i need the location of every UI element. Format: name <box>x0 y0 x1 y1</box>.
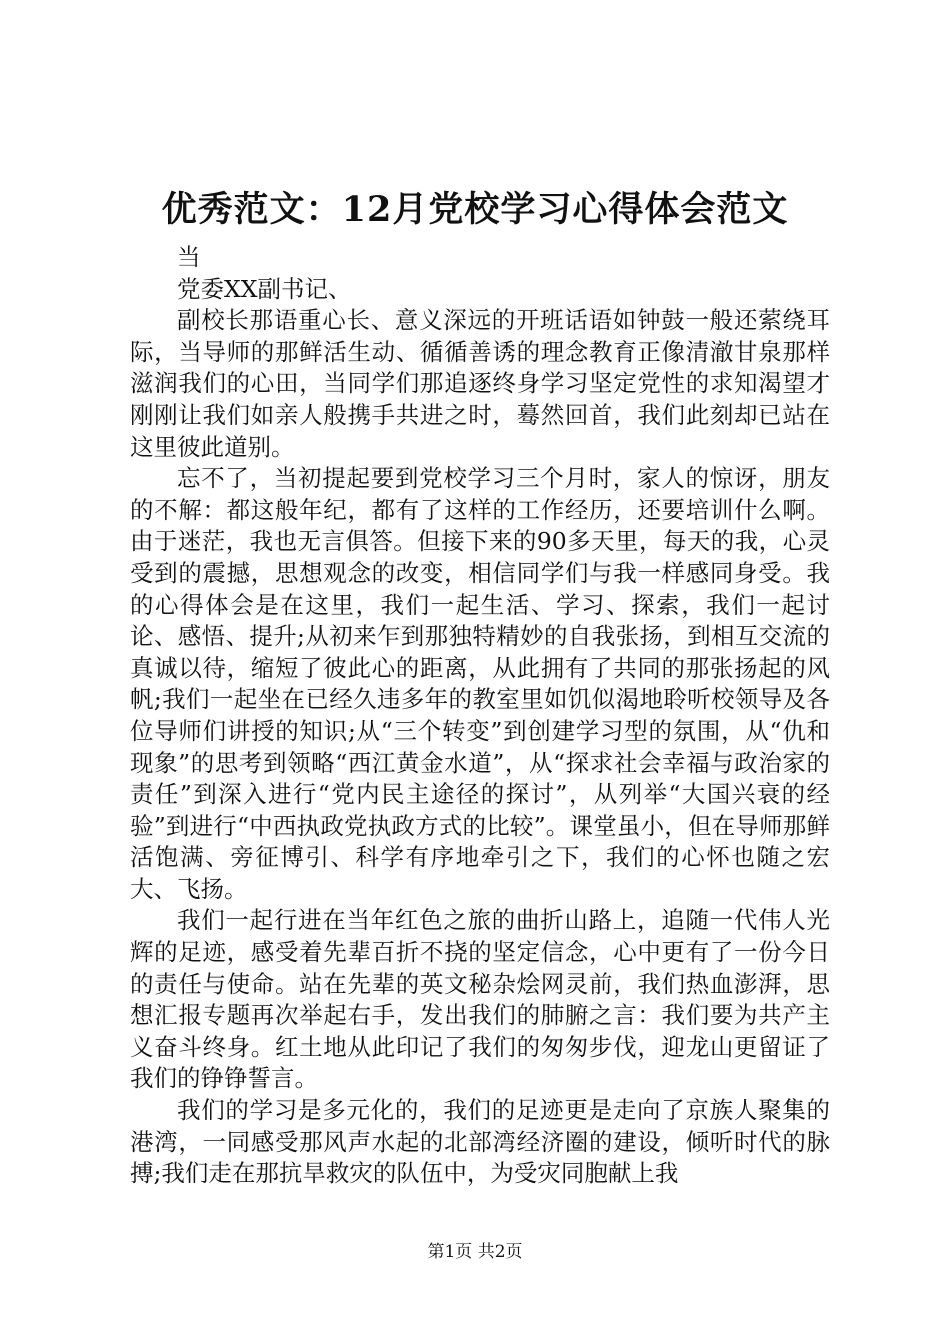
paragraph: 忘不了，当初提起要到党校学习三个月时，家人的惊讶，朋友的不解：都这般年纪，都有了这样的工作经历，还要培训什么啊。由于迷茫，我也无言俱答。但接下来的90多天里，每天的我，心灵受到的震撼，思想观念的改变，相信同学们与我一样感同身受。我的心得体会是在这里，我们一起生活、学习、探索，我们一起讨论、感悟、提升;从初来乍到那独特精妙的自我张扬，到相互交流的真诚以待，缩短了彼此心的距离，从此拥有了共同的那张扬起的风帆;我们一起坐在已经久违多年的教室里如饥似渴地聆听校领导及各位导师们讲授的知识;从“三个转变”到创建学习型的氛围，从“仇和现象”的思考到领略“西江黄金水道”，从“探求社会幸福与政治家的责任”到深入进行“党内民主途径的探讨”，从列举“大国兴衰的经验”到进行“中西执政党执政方式的比较”。课堂虽小，但在导师那鲜活饱满、旁征博引、科学有序地牵引之下，我们的心怀也随之宏大、飞扬。 <box>130 464 830 903</box>
document-body <box>130 242 830 1190</box>
page-number-footer: 第1页 共2页 <box>427 1242 523 1262</box>
document-title: 优秀范文：12月党校学习心得体会范文 <box>161 189 789 230</box>
paragraph: 我们的学习是多元化的，我们的足迹更是走向了京族人聚集的港湾，一同感受那风声水起的北部湾经济圈的建设，倾听时代的脉搏;我们走在那抗旱救灾的队伍中，为受灾同胞献上我 <box>130 1096 830 1188</box>
paragraph: 副校长那语重心长、意义深远的开班话语如钟鼓一般还萦绕耳际，当导师的那鲜活生动、循循善诱的理念教育正像清澈甘泉那样滋润我们的心田，当同学们那追逐终身学习坚定党性的求知渴望才刚刚让我们如亲人般携手共进之时，蓦然回首，我们此刻却已站在这里彼此道别。 <box>130 306 830 461</box>
paragraph: 党委XX副书记、 <box>177 274 352 303</box>
paragraph: 当 <box>177 243 201 271</box>
paragraph: 我们一起行进在当年红色之旅的曲折山路上，追随一代伟人光辉的足迹，感受着先辈百折不挠的坚定信念，心中更有了一份今日的责任与使命。站在先辈的英文秘杂烩网灵前，我们热血澎湃，思想汇报专题再次举起右手，发出我们的肺腑之言：我们要为共产主义奋斗终身。红土地从此印记了我们的匆匆步伐，迎龙山更留证了我们的铮铮誓言。 <box>130 906 830 1093</box>
